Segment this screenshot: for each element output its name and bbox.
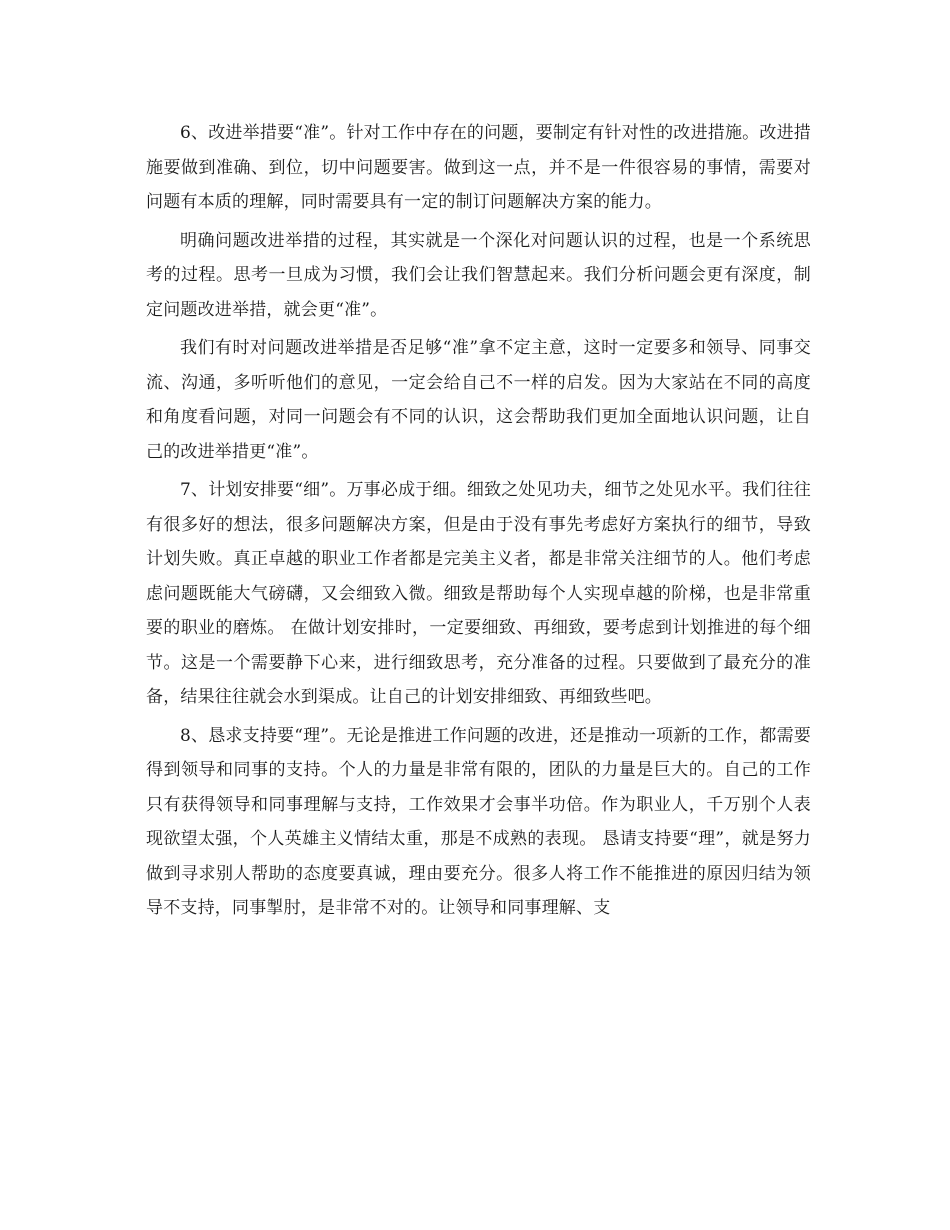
paragraph-clarify-measures-process: 明确问题改进举措的过程，其实就是一个深化对问题认识的过程，也是一个系统思考的过程。思考一旦成为习惯，我们会让我们智慧起来。我们分析问题会更有深度，制定问题改进举措，就会更“准”。 (146, 230, 811, 320)
paragraph-7-plan-details: 7、计划安排要“细”。万事必成于细。细致之处见功夫，细节之处见水平。我们往往有很多好的想法，很多问题解决方案，但是由于没有事先考虑好方案执行的细节，导致计划失败。真正卓越的职业工作者都是完美主义者，都是非常关注细节的人。他们考虑虑问题既能大气磅礴，又会细致入微。细致是帮助每个人实现卓越的阶梯，也是非常重要的职业的磨炼。 在做计划安排时，一定要细致、再细致，要考虑到计划推进的每个细节。这是一个需要静下心来，进行细致思考，充分准备的过程。只要做到了最充分的准备，结果往往就会水到渠成。让自己的计划安排细致、再细致些吧。 (146, 480, 811, 707)
paragraph-6-improvement-measures: 6、改进举措要“准”。针对工作中存在的问题，要制定有针对性的改进措施。改进措施要做到准确、到位，切中问题要害。做到这一点，并不是一件很容易的事情，需要对问题有本质的理解，同时需要具有一定的制订问题解决方案的能力。 (146, 123, 811, 212)
paragraph-communicate-with-leaders: 我们有时对问题改进举措是否足够“准”拿不定主意，这时一定要多和领导、同事交流、沟通，多听听他们的意见，一定会给自己不一样的启发。因为大家站在不同的高度和角度看问题，对同一问题会有不同的认识，这会帮助我们更加全面地认识问题，让自己的改进举措更“准”。 (146, 338, 811, 462)
document-body (146, 116, 811, 930)
paragraph-8-seek-support: 8、恳求支持要“理”。无论是推进工作问题的改进，还是推动一项新的工作，都需要得到领导和同事的支持。个人的力量是非常有限的，团队的力量是巨大的。自己的工作只有获得领导和同事理解与支持，工作效果才会事半功倍。作为职业人，千万别个人表现欲望太强，个人英雄主义情结太重，那是不成熟的表现。 恳请支持要“理”，就是努力做到寻求别人帮助的态度要真诚，理由要充分。很多人将工作不能推进的原因归结为领导不支持，同事掣肘，是非常不对的。让领导和同事理解、支 (146, 725, 811, 918)
